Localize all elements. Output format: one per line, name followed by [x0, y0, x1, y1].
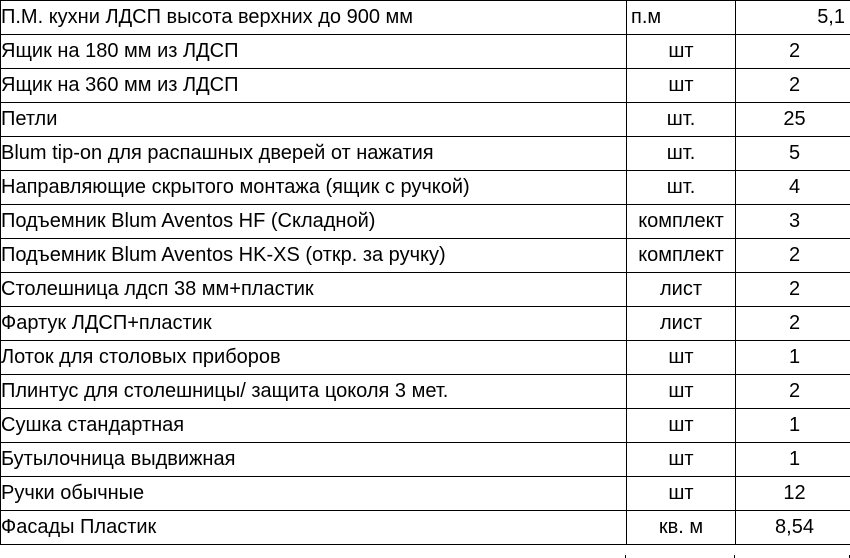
table-row — [1, 341, 850, 375]
quantity-cell: 1 — [736, 409, 850, 443]
unit-cell: шт. — [627, 171, 736, 205]
table-row — [1, 205, 850, 239]
table-row — [1, 273, 850, 307]
item-name-cell: Направляющие скрытого монтажа (ящик с ручкой) — [1, 171, 627, 205]
item-name-cell: Фасады Пластик — [1, 511, 627, 545]
table-row — [1, 35, 850, 69]
quantity-cell: 5,1 — [736, 1, 850, 35]
item-name-cell: Петли — [1, 103, 627, 137]
quantity-cell: 2 — [736, 307, 850, 341]
unit-cell: лист — [627, 307, 736, 341]
quantity-cell: 3 — [736, 205, 850, 239]
unit-cell: лист — [627, 273, 736, 307]
unit-cell: комплект — [627, 239, 736, 273]
table-row — [1, 307, 850, 341]
unit-cell: шт — [627, 375, 736, 409]
item-name-cell: Ящик на 180 мм из ЛДСП — [1, 35, 627, 69]
table-row — [1, 239, 850, 273]
table-row — [1, 443, 850, 477]
quantity-cell: 2 — [736, 35, 850, 69]
item-name-cell: Подъемник Blum Aventos HK-XS (откр. за ручку) — [1, 239, 627, 273]
table-row — [1, 1, 850, 35]
quantity-cell: 5 — [736, 137, 850, 171]
unit-cell: шт. — [627, 103, 736, 137]
item-name-cell: П.М. кухни ЛДСП высота верхних до 900 мм — [1, 1, 627, 35]
quantity-cell: 2 — [736, 375, 850, 409]
unit-cell: п.м — [627, 1, 736, 35]
quantity-cell: 8,54 — [736, 511, 850, 545]
item-name-cell: Фартук ЛДСП+пластик — [1, 307, 627, 341]
table-row — [1, 103, 850, 137]
table-row — [1, 171, 850, 205]
table-row — [1, 511, 850, 545]
table-row — [1, 69, 850, 103]
unit-cell: шт. — [627, 137, 736, 171]
table-row — [1, 409, 850, 443]
item-name-cell: Ящик на 360 мм из ЛДСП — [1, 69, 627, 103]
item-name-cell: Blum tip-on для распашных дверей от нажатия — [1, 137, 627, 171]
item-name-cell: Плинтус для столешницы/ защита цоколя 3 мет. — [1, 375, 627, 409]
quantity-cell: 2 — [736, 239, 850, 273]
unit-cell: шт — [627, 409, 736, 443]
unit-cell: шт — [627, 341, 736, 375]
item-name-cell: Сушка стандартная — [1, 409, 627, 443]
unit-cell: шт — [627, 477, 736, 511]
table-row — [1, 477, 850, 511]
item-name-cell: Столешница лдсп 38 мм+пластик — [1, 273, 627, 307]
materials-table-body — [1, 1, 850, 545]
table-row — [1, 375, 850, 409]
unit-cell: кв. м — [627, 511, 736, 545]
quantity-cell: 25 — [736, 103, 850, 137]
quantity-cell: 2 — [736, 273, 850, 307]
quantity-cell: 1 — [736, 443, 850, 477]
quantity-cell: 1 — [736, 341, 850, 375]
quantity-cell: 4 — [736, 171, 850, 205]
unit-cell: шт — [627, 69, 736, 103]
item-name-cell: Ручки обычные — [1, 477, 627, 511]
item-name-cell: Лоток для столовых приборов — [1, 341, 627, 375]
unit-cell: комплект — [627, 205, 736, 239]
table-row — [1, 137, 850, 171]
quantity-cell: 12 — [736, 477, 850, 511]
item-name-cell: Подъемник Blum Aventos HF (Складной) — [1, 205, 627, 239]
unit-cell: шт — [627, 443, 736, 477]
unit-cell: шт — [627, 35, 736, 69]
item-name-cell: Бутылочница выдвижная — [1, 443, 627, 477]
quantity-cell: 2 — [736, 69, 850, 103]
